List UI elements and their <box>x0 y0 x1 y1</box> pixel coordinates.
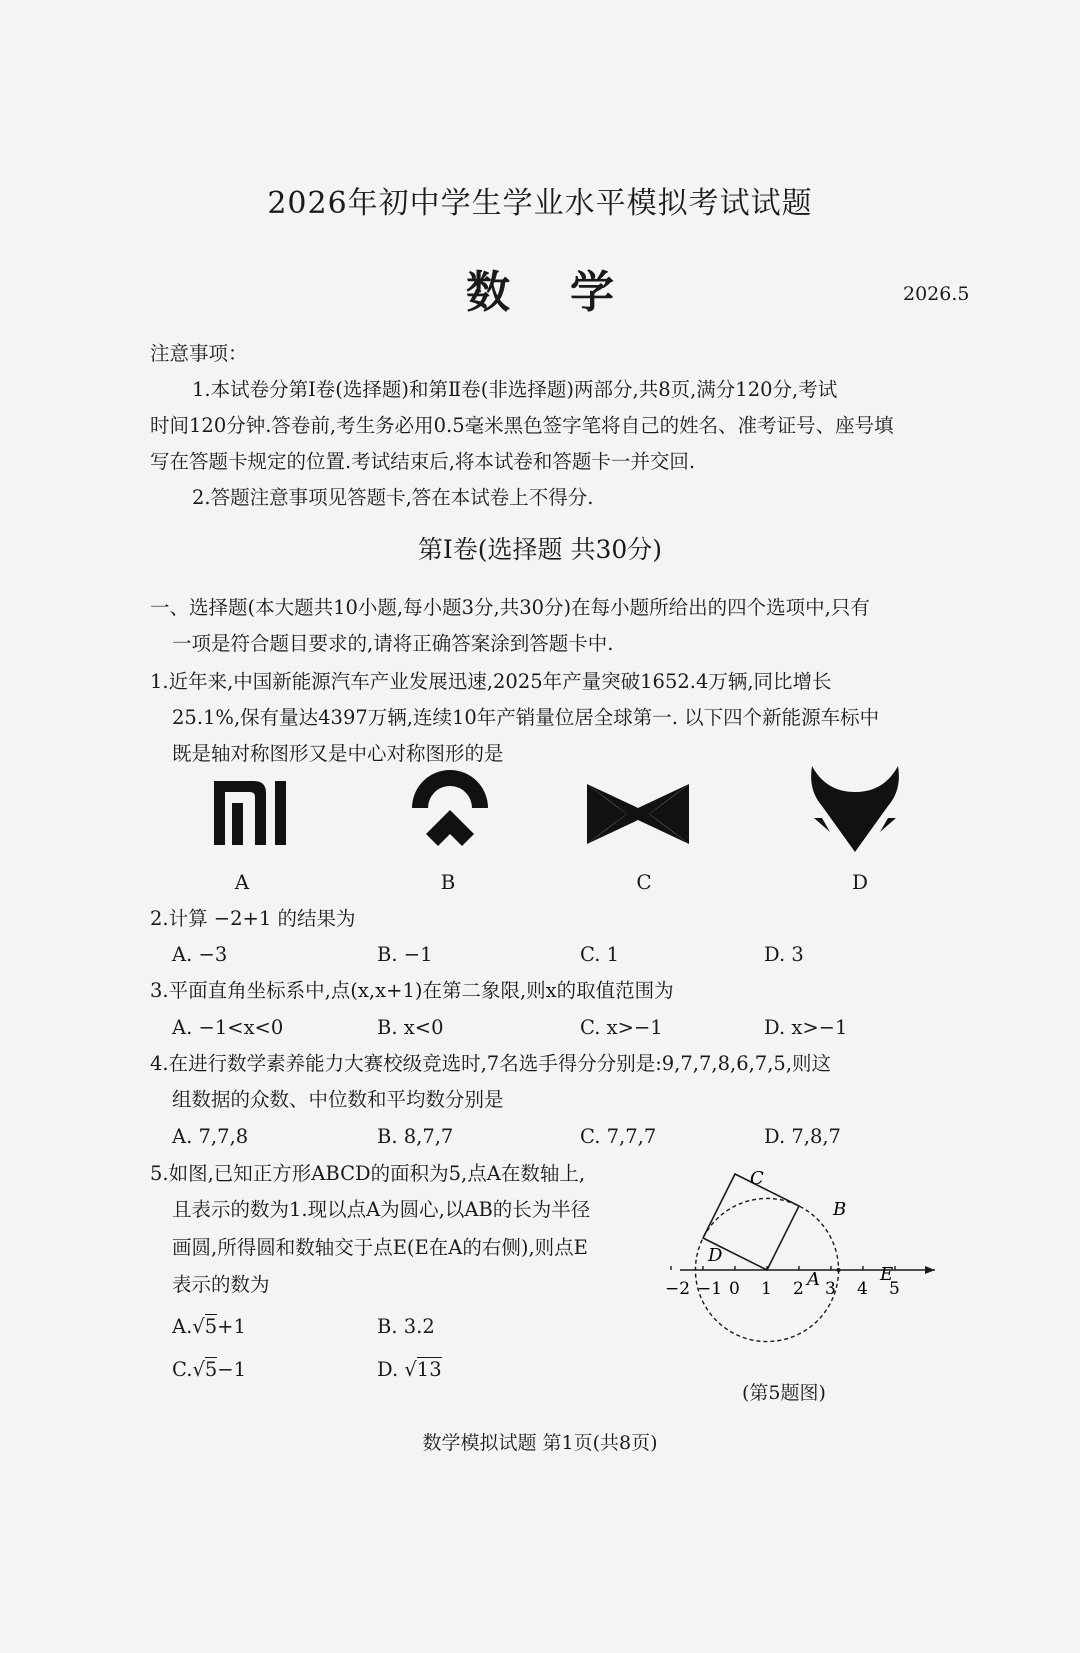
q5-line-1: 5.如图,已知正方形ABCD的面积为5,点A在数轴上, <box>150 1162 586 1185</box>
q1-line-2: 25.1%,保有量达4397万辆,连续10年产销量位居全球第一. 以下四个新能源车标中 <box>172 706 880 729</box>
q1-option-d: D <box>851 870 869 894</box>
q4-line-2: 组数据的众数、中位数和平均数分别是 <box>172 1088 504 1111</box>
fig-point-d: D <box>708 1245 723 1266</box>
sqrt-icon: √ <box>192 1358 205 1381</box>
section-intro-1: 一、选择题(本大题共10小题,每小题3分,共30分)在每小题所给出的四个选项中,只有 <box>150 596 870 619</box>
notice-line-4: 2.答题注意事项见答题卡,答在本试卷上不得分. <box>192 486 594 509</box>
q5-line-3: 画圆,所得圆和数轴交于点E(E在A的右侧),则点E <box>172 1236 588 1259</box>
subject-title: 数学 <box>466 267 674 318</box>
tick-label: 3 <box>825 1279 836 1299</box>
q5-option-a-suffix: +1 <box>217 1315 246 1338</box>
q5-option-a <box>172 1315 246 1338</box>
q5-figure-caption: (第5题图) <box>742 1382 826 1404</box>
section-intro-2: 一项是符合题目要求的,请将正确答案涂到答题卡中. <box>172 632 614 655</box>
tick-label: 1 <box>761 1279 772 1299</box>
xpeng-logo-icon <box>583 780 693 848</box>
tick-label: 5 <box>889 1279 900 1299</box>
notice-heading: 注意事项： <box>150 342 248 365</box>
q5-option-c-radicand: 5 <box>204 1358 218 1381</box>
q2-option-a: A. −3 <box>172 943 228 966</box>
notice-line-2: 时间120分钟.答卷前,考生务必用0.5毫米黑色签字笔将自己的姓名、准考证号、座号填 <box>150 414 894 437</box>
q3-option-c: C. x>−1 <box>580 1016 663 1039</box>
sqrt-icon: √ <box>404 1358 417 1381</box>
q4-line-1: 4.在进行数学素养能力大赛校级竞选时,7名选手得分分别是:9,7,7,8,6,7,5,则这 <box>150 1052 832 1075</box>
arrow-icon <box>925 1266 935 1274</box>
q2-option-d: D. 3 <box>764 943 804 966</box>
q5-option-d <box>377 1358 442 1381</box>
q4-option-c: C. 7,7,7 <box>580 1125 657 1148</box>
leapmotor-logo-icon <box>808 762 902 854</box>
tick-label: 4 <box>857 1279 868 1299</box>
tick-label: −1 <box>697 1279 723 1299</box>
q1-line-1: 1.近年来,中国新能源汽车产业发展迅速,2025年产量突破1652.4万辆,同比增长 <box>150 670 832 693</box>
exam-title: 2026年初中学生学业水平模拟考试试题 <box>267 186 813 221</box>
point-e-marker <box>837 1268 841 1272</box>
xiaomi-logo-icon <box>210 775 290 850</box>
notice-line-3: 写在答题卡规定的位置.考试结束后,将本试卷和答题卡一并交回. <box>150 450 696 473</box>
tick-label: 2 <box>793 1279 804 1299</box>
fig-point-a: A <box>807 1269 820 1290</box>
fig-point-e: E <box>880 1264 894 1285</box>
q5-line-4: 表示的数为 <box>172 1273 270 1296</box>
q1-option-c: C <box>636 870 652 894</box>
q1-option-a: A <box>234 870 250 894</box>
q5-option-c <box>172 1358 246 1381</box>
page-footer: 数学模拟试题 第1页(共8页) <box>422 1432 658 1454</box>
q5-option-c-suffix: −1 <box>217 1358 247 1381</box>
q5-figure <box>665 1160 980 1380</box>
q5-option-d-radicand: 13 <box>416 1358 442 1381</box>
q3-option-a: A. −1<x<0 <box>172 1016 284 1039</box>
sqrt-icon: √ <box>192 1315 205 1338</box>
q3-option-b: B. x<0 <box>377 1016 444 1039</box>
q5-option-a-radicand: 5 <box>204 1315 218 1338</box>
section-title: 第Ⅰ卷(选择题 共30分) <box>417 535 663 564</box>
q3-option-d: D. x>−1 <box>764 1016 848 1039</box>
tick-label: −2 <box>665 1279 691 1299</box>
q3-stem: 3.平面直角坐标系中,点(x,x+1)在第二象限,则x的取值范围为 <box>150 979 674 1002</box>
tick-label: 0 <box>729 1279 740 1299</box>
q4-option-a: A. 7,7,8 <box>172 1125 249 1148</box>
fig-point-b: B <box>833 1199 847 1220</box>
q5-option-d-prefix: D. <box>377 1358 399 1381</box>
q2-option-b: B. −1 <box>377 943 433 966</box>
q4-option-b: B. 8,7,7 <box>377 1125 454 1148</box>
q1-line-3: 既是轴对称图形又是中心对称图形的是 <box>172 742 504 765</box>
q5-option-c-prefix: C. <box>172 1358 193 1381</box>
q2-stem: 2.计算 −2+1 的结果为 <box>150 907 356 930</box>
exam-date: 2026.5 <box>903 283 970 305</box>
q5-option-a-prefix: A. <box>172 1315 193 1338</box>
q4-option-d: D. 7,8,7 <box>764 1125 841 1148</box>
q2-option-c: C. 1 <box>580 943 620 966</box>
q1-option-b: B <box>440 870 456 894</box>
nio-logo-icon <box>408 768 492 852</box>
notice-line-1: 1.本试卷分第Ⅰ卷(选择题)和第Ⅱ卷(非选择题)两部分,共8页,满分120分,考试 <box>192 378 838 401</box>
q5-option-b: B. 3.2 <box>377 1315 435 1338</box>
q5-line-2: 且表示的数为1.现以点A为圆心,以AB的长为半径 <box>172 1198 591 1221</box>
fig-point-c: C <box>750 1168 764 1189</box>
